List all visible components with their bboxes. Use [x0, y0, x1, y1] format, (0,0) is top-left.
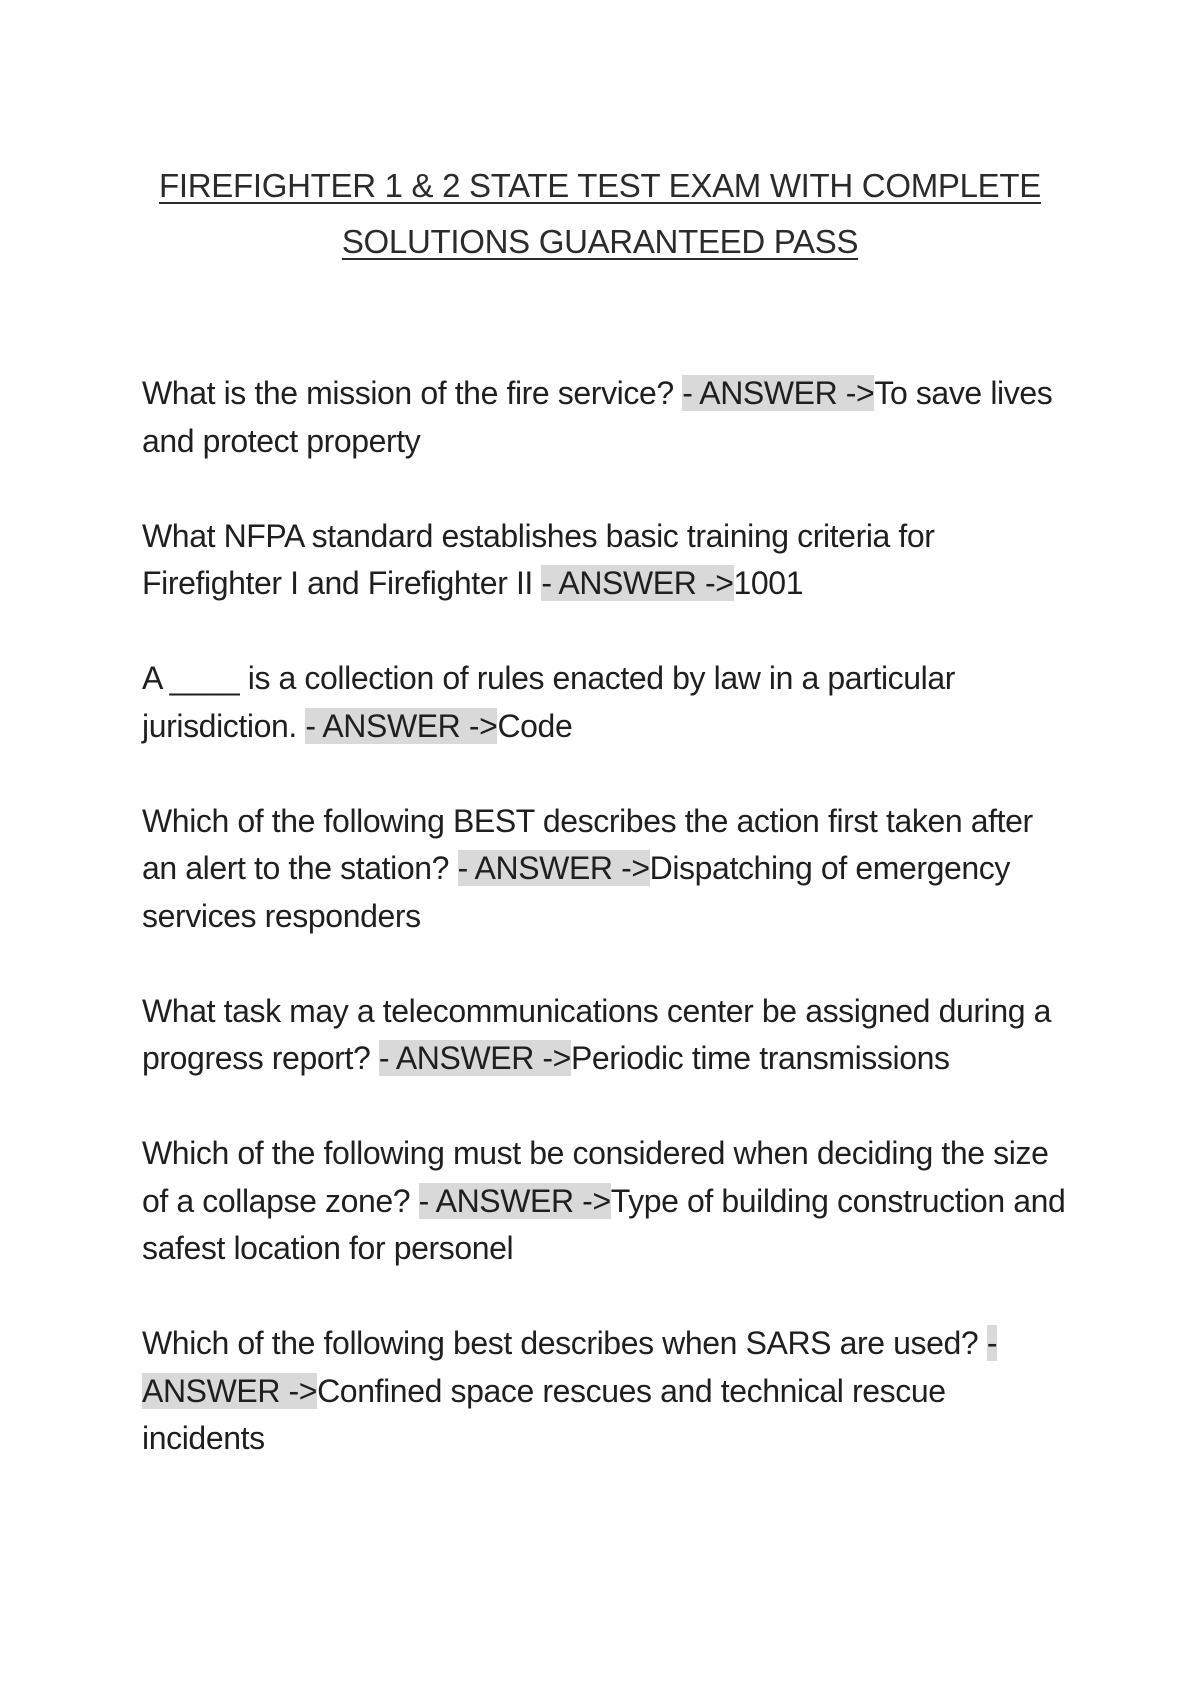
answer-text: Periodic time transmissions	[570, 1040, 950, 1076]
question-text: What is the mission of the fire service?	[142, 375, 683, 411]
question-text: Which of the following must be considered when deciding the size of a collapse zone?	[142, 1135, 1049, 1219]
answer-marker: - ANSWER ->	[378, 1040, 571, 1076]
question-text: Which of the following best describes when SARS are used?	[142, 1325, 987, 1361]
question-text: Which of the following BEST describes the action first taken after an alert to the station?	[142, 802, 1033, 886]
answer-text: 1001	[733, 565, 804, 601]
qa-list	[142, 370, 1072, 1510]
answer-marker: - ANSWER ->	[682, 375, 875, 411]
title-line-2: SOLUTIONS GUARANTEED PASS	[341, 223, 859, 260]
answer-marker: - ANSWER ->	[305, 707, 498, 744]
answer-text: To save lives and protect property	[142, 375, 1053, 459]
answer-marker: - ANSWER ->	[541, 565, 734, 601]
question-text: A ____ is a collection of rules enacted by law in a particular jurisdiction.	[142, 660, 956, 744]
qa-item	[142, 655, 1072, 750]
title-line-1: FIREFIGHTER 1 & 2 STATE TEST EXAM WITH COMPLETE	[159, 167, 1041, 204]
qa-item	[142, 1320, 1072, 1463]
question-text: What NFPA standard establishes basic training criteria for Firefighter I and Firefighter II	[142, 517, 935, 601]
document-title	[150, 158, 1050, 270]
question-text: What task may a telecommunications center be assigned during a progress report?	[142, 992, 1052, 1076]
answer-text: Dispatching of emergency services responders	[142, 850, 1011, 934]
answer-text: Type of building construction and safest location for personel	[142, 1182, 1066, 1266]
qa-item	[142, 1130, 1072, 1273]
answer-text: Confined space rescues and technical rescue incidents	[142, 1372, 946, 1456]
qa-item	[142, 370, 1072, 465]
answer-marker: - ANSWER ->	[457, 850, 650, 886]
qa-item	[142, 513, 1072, 608]
qa-item	[142, 798, 1072, 941]
answer-marker: - ANSWER ->	[142, 1325, 998, 1409]
answer-text: Code	[497, 707, 573, 744]
answer-marker: - ANSWER ->	[418, 1182, 611, 1219]
qa-item	[142, 988, 1072, 1083]
